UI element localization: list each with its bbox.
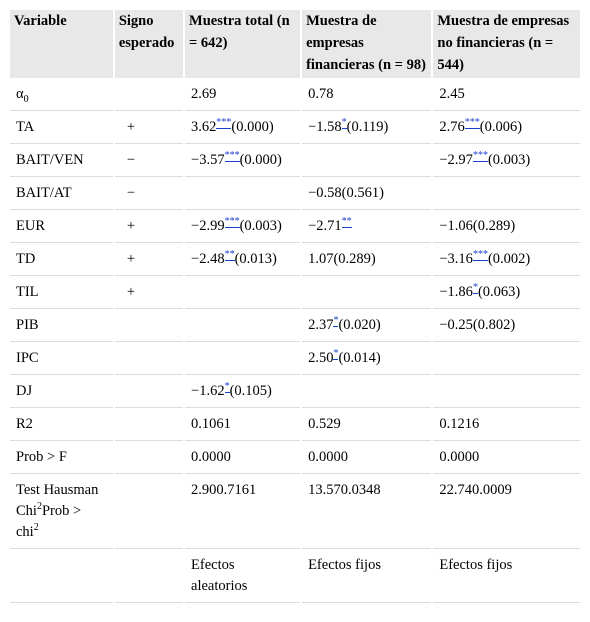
table-row <box>10 443 580 474</box>
header-total-sample: Muestra total (n = 642) <box>185 10 300 78</box>
significance-marker[interactable]: * <box>224 381 230 393</box>
significance-marker[interactable]: *** <box>224 216 240 228</box>
table-row <box>10 377 580 408</box>
coefficient-value: 1.07(0.289) <box>308 251 376 267</box>
effects-nonfinancial: Efectos fijos <box>433 551 580 603</box>
hausman-sup-2: 2 <box>33 522 39 534</box>
coefficient-value: 0.0000 <box>191 449 231 465</box>
coefficient-value: −1.62 <box>191 383 225 399</box>
variable-cell <box>10 344 113 375</box>
nonfinancial-sample-cell <box>433 113 580 144</box>
coefficient-value: −2.48 <box>191 251 225 267</box>
coefficient-value: 0.78 <box>308 86 334 102</box>
variable-name: BAIT/VEN <box>16 152 84 168</box>
total-sample-cell <box>185 377 300 408</box>
effects-sign <box>115 551 183 603</box>
significance-marker[interactable]: *** <box>464 117 480 129</box>
effects-label <box>10 551 113 603</box>
coefficient-value: 2.45 <box>439 86 465 102</box>
p-value: (0.002) <box>487 251 531 267</box>
significance-marker[interactable]: *** <box>224 150 240 162</box>
hausman-total: 2.900.7161 <box>185 476 300 549</box>
coefficient-value: −1.86 <box>439 284 473 300</box>
financial-sample-cell <box>302 245 431 276</box>
significance-marker[interactable]: * <box>333 348 339 360</box>
p-value: (0.013) <box>234 251 277 267</box>
variable-cell <box>10 146 113 177</box>
nonfinancial-sample-cell <box>433 80 580 111</box>
coefficient-value: −2.71 <box>308 218 342 234</box>
significance-marker[interactable]: *** <box>472 249 488 261</box>
hausman-label <box>10 476 113 549</box>
table-row <box>10 80 580 111</box>
nonfinancial-sample-cell <box>433 443 580 474</box>
table-row <box>10 212 580 243</box>
hausman-nonfinancial: 22.740.0009 <box>433 476 580 549</box>
expected-sign-cell <box>115 80 183 111</box>
coefficient-value: −3.57 <box>191 152 225 168</box>
nonfinancial-sample-cell <box>433 245 580 276</box>
header-row <box>10 10 580 78</box>
variable-name: PIB <box>16 317 39 333</box>
nonfinancial-sample-cell <box>433 377 580 408</box>
header-expected-sign: Signo esperado <box>115 10 183 78</box>
coefficient-value: −1.58 <box>308 119 342 135</box>
financial-sample-cell <box>302 311 431 342</box>
variable-cell <box>10 311 113 342</box>
effects-financial: Efectos fijos <box>302 551 431 603</box>
variable-name: EUR <box>16 218 45 234</box>
expected-sign-cell: − <box>115 146 183 177</box>
significance-marker[interactable]: *** <box>216 117 232 129</box>
total-sample-cell <box>185 212 300 243</box>
financial-sample-cell <box>302 179 431 210</box>
expected-sign-cell: + <box>115 245 183 276</box>
variable-name: TIL <box>16 284 39 300</box>
expected-sign-cell <box>115 344 183 375</box>
p-value: (0.003) <box>487 152 531 168</box>
financial-sample-cell <box>302 344 431 375</box>
significance-marker[interactable]: ** <box>224 249 235 261</box>
variable-cell <box>10 410 113 441</box>
regression-table <box>8 8 582 605</box>
expected-sign-cell <box>115 377 183 408</box>
variable-name: BAIT/AT <box>16 185 72 201</box>
nonfinancial-sample-cell <box>433 179 580 210</box>
coefficient-value: 0.0000 <box>439 449 480 465</box>
expected-sign-cell <box>115 410 183 441</box>
coefficient-value: 3.62 <box>191 119 217 135</box>
hausman-sup: 2 <box>36 501 42 513</box>
financial-sample-cell <box>302 443 431 474</box>
hausman-sign <box>115 476 183 549</box>
coefficient-value: −2.97 <box>439 152 473 168</box>
p-value: (0.020) <box>338 317 381 333</box>
variable-cell <box>10 113 113 144</box>
total-sample-cell <box>185 146 300 177</box>
table-row <box>10 245 580 276</box>
table-row <box>10 113 580 144</box>
variable-cell <box>10 377 113 408</box>
total-sample-cell <box>185 344 300 375</box>
p-value: (0.000) <box>231 119 274 135</box>
financial-sample-cell <box>302 278 431 309</box>
significance-marker[interactable]: ** <box>341 216 352 228</box>
p-value: (0.000) <box>239 152 282 168</box>
significance-marker[interactable]: * <box>341 117 347 129</box>
significance-marker[interactable]: *** <box>472 150 488 162</box>
p-value: (0.006) <box>479 119 523 135</box>
coefficient-value: −0.58(0.561) <box>308 185 384 201</box>
nonfinancial-sample-cell <box>433 146 580 177</box>
total-sample-cell <box>185 179 300 210</box>
table-row <box>10 146 580 177</box>
variable-cell <box>10 245 113 276</box>
nonfinancial-sample-cell <box>433 410 580 441</box>
table-body <box>10 80 580 603</box>
coefficient-value: 0.1216 <box>439 416 480 432</box>
financial-sample-cell <box>302 410 431 441</box>
header-nonfinancial-sample: Muestra de empresas no financieras (n = 544) <box>433 10 580 78</box>
p-value: (0.119) <box>346 119 389 135</box>
variable-name: R2 <box>16 416 33 432</box>
table-row <box>10 278 580 309</box>
variable-name: IPC <box>16 350 39 366</box>
nonfinancial-sample-cell <box>433 344 580 375</box>
financial-sample-cell <box>302 212 431 243</box>
total-sample-cell <box>185 311 300 342</box>
expected-sign-cell: − <box>115 179 183 210</box>
coefficient-value: 2.50 <box>308 350 334 366</box>
coefficient-value: 2.37 <box>308 317 334 333</box>
expected-sign-cell: + <box>115 113 183 144</box>
nonfinancial-sample-cell <box>433 311 580 342</box>
nonfinancial-sample-cell <box>433 278 580 309</box>
coefficient-value: −0.25(0.802) <box>439 317 516 333</box>
total-sample-cell <box>185 245 300 276</box>
coefficient-value: −3.16 <box>439 251 473 267</box>
significance-marker[interactable]: * <box>472 282 478 294</box>
variable-name: TA <box>16 119 35 135</box>
coefficient-value: 0.1061 <box>191 416 231 432</box>
total-sample-cell <box>185 80 300 111</box>
table-row <box>10 311 580 342</box>
p-value: (0.003) <box>239 218 282 234</box>
total-sample-cell <box>185 410 300 441</box>
header-variable: Variable <box>10 10 113 78</box>
p-value: (0.014) <box>338 350 381 366</box>
financial-sample-cell <box>302 80 431 111</box>
effects-total: Efectos aleatorios <box>185 551 300 603</box>
variable-cell <box>10 179 113 210</box>
financial-sample-cell <box>302 377 431 408</box>
total-sample-cell <box>185 278 300 309</box>
effects-row <box>10 551 580 603</box>
p-value: (0.063) <box>477 284 521 300</box>
nonfinancial-sample-cell <box>433 212 580 243</box>
expected-sign-cell <box>115 443 183 474</box>
significance-marker[interactable]: * <box>333 315 339 327</box>
variable-name: α <box>16 86 24 102</box>
coefficient-value: 0.529 <box>308 416 341 432</box>
variable-name: TD <box>16 251 36 267</box>
table-row <box>10 179 580 210</box>
variable-cell <box>10 443 113 474</box>
total-sample-cell <box>185 113 300 144</box>
coefficient-value: −2.99 <box>191 218 225 234</box>
header-financial-sample: Muestra de empresas financieras (n = 98) <box>302 10 431 78</box>
hausman-label-text-2: Prob > chi <box>16 503 82 540</box>
expected-sign-cell <box>115 311 183 342</box>
total-sample-cell <box>185 443 300 474</box>
variable-cell <box>10 212 113 243</box>
table-row <box>10 410 580 441</box>
variable-name: DJ <box>16 383 33 399</box>
financial-sample-cell <box>302 146 431 177</box>
coefficient-value: −1.06(0.289) <box>439 218 516 234</box>
p-value: (0.105) <box>229 383 272 399</box>
hausman-row <box>10 476 580 549</box>
coefficient-value: 2.76 <box>439 119 465 135</box>
hausman-financial: 13.570.0348 <box>302 476 431 549</box>
coefficient-value: 0.0000 <box>308 449 348 465</box>
expected-sign-cell: + <box>115 278 183 309</box>
coefficient-value: 2.69 <box>191 86 217 102</box>
financial-sample-cell <box>302 113 431 144</box>
table-row <box>10 344 580 375</box>
variable-cell <box>10 278 113 309</box>
variable-name: Prob > F <box>16 449 67 465</box>
hausman-label-text: Test Hausman Chi <box>16 482 99 519</box>
variable-cell <box>10 80 113 111</box>
variable-subscript: 0 <box>23 93 29 105</box>
expected-sign-cell: + <box>115 212 183 243</box>
